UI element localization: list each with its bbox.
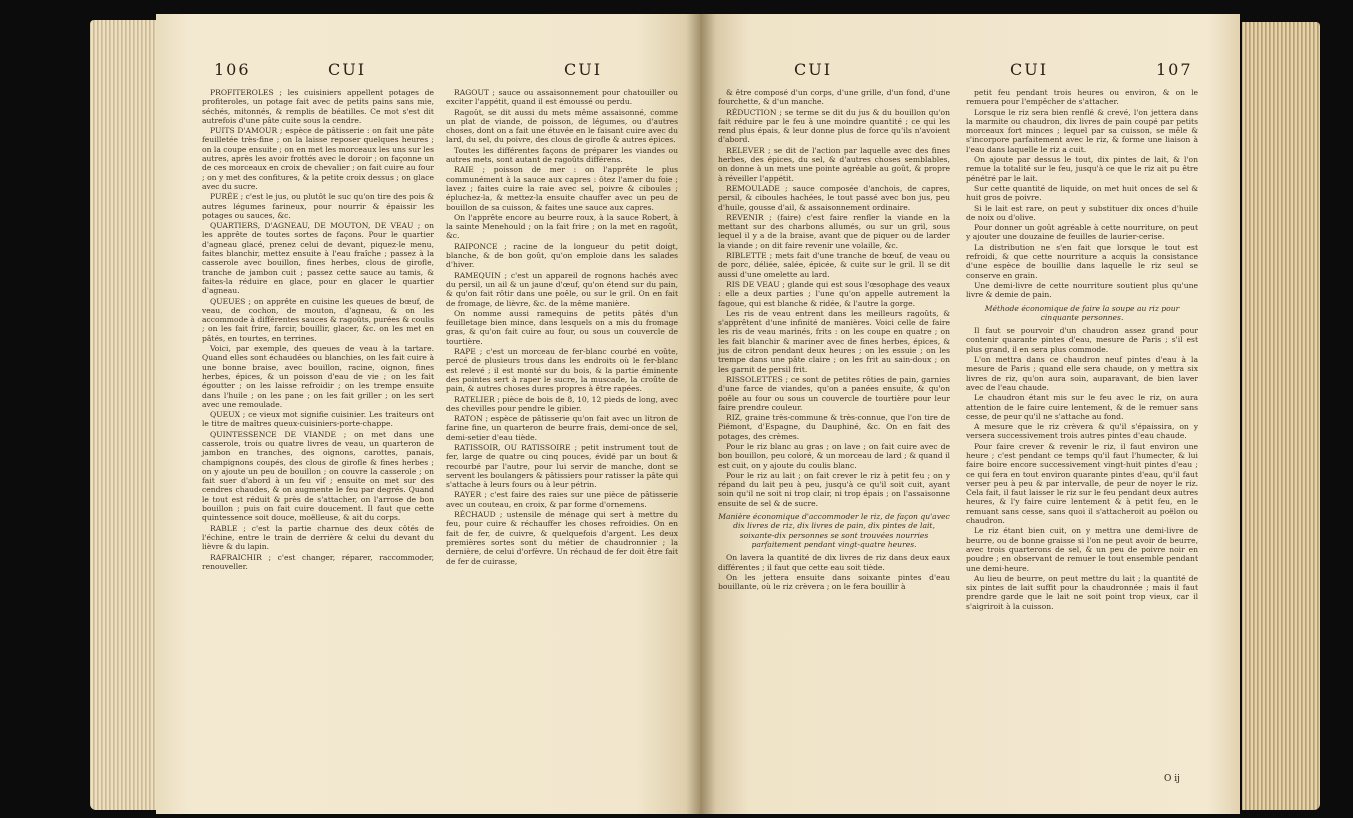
paragraph: Ragoût, se dit aussi du mets même assaisonné, comme un plat de viande, de poisson, de légumes, ou d'autres choses, dont on a fait une étuvée en le faisant cuire avec du lard, du sel, du poivre, des clous de girofle & autres épices. bbox=[446, 107, 678, 145]
left-column-1 bbox=[202, 88, 434, 572]
paragraph: On les jettera ensuite dans soixante pintes d'eau bouillante, où le riz crèvera ; on le fera bouillir à bbox=[718, 572, 950, 592]
paragraph: A mesure que le riz crèvera & qu'il s'épaissira, on y versera successivement trois autres pintes d'eau chaude. bbox=[966, 422, 1198, 441]
signature-mark: O ij bbox=[1164, 774, 1180, 784]
right-column-2 bbox=[966, 88, 1198, 612]
paragraph: RAIE ; poisson de mer : on l'apprête le plus communément à la sauce aux capres : ôtez l'amer du foie ; lavez ; faites cuire la raie avec sel, poivre & ciboules ; épluchez-la, & mettez-la ensuite chauffer avec un peu de bouillon de sa cuisson, & faites une sauce aux capres. bbox=[446, 165, 678, 212]
paragraph: Pour faire crever & revenir le riz, il faut environ une heure ; c'est pendant ce temps qu'il faut l'humecter, & lui faire boire encore successivement vingt-huit pintes d'eau ; ce qui fera en tout environ quarante pintes d'eau, qu'il faut verser peu à peu & par intervalle, de peur de noyer le riz. Cela fait, il faut laisser le riz sur le feu pendant deux autres heures, & l'y faire cuire lentement & à petit feu, en le remuant sans cesse, sans quoi il s'attacheroit au poëlon ou chaudron. bbox=[966, 441, 1198, 526]
paragraph: Manière économique d'accommoder le riz, de façon qu'avec dix livres de riz, dix livres de pain, dix pintes de lait, soixante-dix personnes se sont trouvées nourries parfaitement pendant vingt-quatre heures. bbox=[718, 512, 950, 549]
left-running-head-1: CUI bbox=[328, 60, 367, 79]
left-page-edges bbox=[90, 20, 160, 810]
paragraph: Le chaudron étant mis sur le feu avec le riz, on aura attention de le faire cuire lentement, & de le remuer sans cesse, de peur qu'il ne s'attache au fond. bbox=[966, 393, 1198, 421]
paragraph: RAPE ; c'est un morceau de fer-blanc courbé en voûte, percé de plusieurs trous dans les endroits où le fer-blanc est relevé ; il est monté sur du bois, & la partie éminente des pointes sert à raper le sucre, la muscade, la croûte de pain, & autres choses dures propres à être rapées. bbox=[446, 347, 678, 394]
right-column-1 bbox=[718, 88, 950, 592]
paragraph: Au lieu de beurre, on peut mettre du lait ; la quantité de six pintes de lait suffit pour la chaudronnée ; mais il faut prendre garde que le lait ne soit point trop vieux, car il s'aigriroit à la cuisson. bbox=[966, 573, 1198, 611]
paragraph: RATELIER ; pièce de bois de 8, 10, 12 pieds de long, avec des chevilles pour pendre le gibier. bbox=[446, 394, 678, 413]
left-column-2 bbox=[446, 88, 678, 567]
paragraph: RÉCHAUD ; ustensile de ménage qui sert à mettre du feu, pour cuire & réchauffer les choses refroidies. On en fait de fer, de cuivre, & quelquefois d'argent. Les deux premières sortes sont du métier de chaudronnier ; la dernière, de celui d'orfèvre. Un réchaud de fer doit être fait de fer de cuirasse, bbox=[446, 510, 678, 566]
paragraph: Pour le riz au lait ; on fait crever le riz à petit feu ; on y répand du lait peu à peu, jusqu'à ce qu'il soit cuit, ayant soin qu'il ne soit ni trop clair, ni trop épais ; on l'assaisonne ensuite de sel & de sucre. bbox=[718, 470, 950, 508]
paragraph: Il faut se pourvoir d'un chaudron assez grand pour contenir quarante pintes d'eau, mesure de Paris ; s'il est plus grand, il en sera plus commode. bbox=[966, 326, 1198, 354]
paragraph: RAIPONCE ; racine de la longueur du petit doigt, blanche, & de bon goût, qu'on emploie dans les salades d'hiver. bbox=[446, 241, 678, 270]
paragraph: REVENIR ; (faire) c'est faire renfler la viande en la mettant sur des charbons allumés, ou sur un gril, sous lequel il y a de la braise, avant que de piquer ou de larder la viande ; on dit faire revenir une volaille, &c. bbox=[718, 212, 950, 250]
paragraph: Si le lait est rare, on peut y substituer dix onces d'huile de noix ou d'olive. bbox=[966, 203, 1198, 222]
paragraph: Lorsque le riz sera bien renflé & crevé, l'on jettera dans la marmite ou chaudron, dix livres de pain coupé par petits morceaux fort minces ; lequel par sa cuisson, se mêle & s'incorpore parfaitement avec le riz, & forme une liaison à l'eau dans laquelle le riz a cuit. bbox=[966, 107, 1198, 154]
paragraph: Pour donner un goût agréable à cette nourriture, on peut y ajouter une douzaine de feuilles de laurier-cerise. bbox=[966, 223, 1198, 242]
paragraph: RAYER ; c'est faire des raies sur une pièce de pâtisserie avec un couteau, en croix, & par forme d'ornemens. bbox=[446, 490, 678, 509]
left-running-head-2: CUI bbox=[564, 60, 603, 79]
paragraph: RABLE ; c'est la partie charnue des deux côtés de l'échine, entre le train de derrière & celui du devant du lièvre & du lapin. bbox=[202, 523, 434, 552]
paragraph: RIS DE VEAU ; glande qui est sous l'œsophage des veaux : elle a deux parties ; l'une qu'on appelle autrement la fagoue, qui est blanche & ridée, & l'autre la gorge. bbox=[718, 279, 950, 308]
paragraph: RIZ, graine très-commune & très-connue, que l'on tire de Piémont, d'Espagne, du Dauphiné, &c. On en fait des potages, des crèmes. bbox=[718, 413, 950, 441]
paragraph: L'on mettra dans ce chaudron neuf pintes d'eau à la mesure de Paris ; quand elle sera chaude, on y mettra six livres de riz, qu'on aura soin, auparavant, de bien laver avec de l'eau chaude. bbox=[966, 355, 1198, 392]
paragraph: RAGOUT ; sauce ou assaisonnement pour chatouiller ou exciter l'appétit, quand il est émoussé ou perdu. bbox=[446, 88, 678, 107]
paragraph: Le riz étant bien cuit, on y mettra une demi-livre de beurre, ou de bonne graisse si l'on ne peut avoir de beurre, avec trois quarterons de sel, & un peu de poivre noir en poudre ; en observant de remuer le tout ensemble pendant une demi-heure. bbox=[966, 526, 1198, 573]
paragraph: PROFITEROLES ; les cuisiniers appellent potages de profiteroles, un potage fait avec de petits pains sans mie, séchés, mitonnés, & remplis de béatilles. Ce mot s'est dit autrefois d'une pâte cuite sous la cendre. bbox=[202, 88, 434, 125]
paragraph: RATISSOIR, OU RATISSOIRE ; petit instrument tout de fer, large de quatre ou cinq pouces, évidé par un bout & recourbé par l'autre, pour lui servir de manche, dont se servent les boulangers & pâtissiers pour ratisser la pâte qui s'attache à leurs fours ou à leur pétrin. bbox=[446, 442, 678, 490]
right-page-number: 107 bbox=[1156, 60, 1193, 79]
right-running-head-1: CUI bbox=[794, 60, 833, 79]
paragraph: La distribution ne s'en fait que lorsque le tout est refroidi, & que cette nourriture a acquis la consistance d'une espèce de bouillie dans laquelle le riz seul se conserve en grain. bbox=[966, 242, 1198, 280]
paragraph: QUEUX ; ce vieux mot signifie cuisinier. Les traiteurs ont le titre de maîtres queux-cuisiniers-porte-chappe. bbox=[202, 410, 434, 429]
left-page-number: 106 bbox=[214, 60, 251, 79]
paragraph: QUINTESSENCE DE VIANDE ; on met dans une casserole, trois ou quatre livres de veau, un quarteron de jambon en tranches, des oignons, carottes, panais, champignons coupés, des clous de girofle & fines herbes ; on y ajoute un peu de bouillon ; on couvre la casserole ; on fait suer d'abord à un feu vif ; ensuite on met sur des cendres chaudes, & on augmente le feu par degrés. Quand le tout est réduit & près de s'attacher, on l'arrose de bon bouillon ; puis on fait cuire doucement. Il faut que cette quintessence soit douce, moëlleuse, & ait du corps. bbox=[202, 429, 434, 523]
book-gutter bbox=[686, 14, 716, 814]
left-page bbox=[156, 14, 700, 814]
paragraph: PUITS D'AMOUR ; espèce de pâtisserie : on fait une pâte feuilletée très-fine ; on la laisse reposer quelques heures ; on la coupe ensuite ; on en met les morceaux les uns sur les autres, après les avoir frottés avec le doroir ; on façonne un de ces morceaux en croix de chevalier ; on fait cuire au four ; on y met des confitures, & la petite croix dessus ; on glace avec du sucre. bbox=[202, 126, 435, 191]
paragraph: QUARTIERS, D'AGNEAU, DE MOUTON, DE VEAU ; on les apprête de toutes sortes de façons. Pour le quartier d'agneau glacé, prenez celui de devant, piquez-le menu, faites blanchir, mettez ensuite à l'eau fraîche ; passez à la casserole avec bouillon, fines herbes, clous de girofle, tranche de jambon cuit ; passez cette sauce au tamis, & faites-la réduire en glace, pour en glacer le quartier d'agneau. bbox=[202, 221, 434, 296]
paragraph: RATON ; espèce de pâtisserie qu'on fait avec un litron de farine fine, un quarteron de beurre frais, demi-once de sel, demi-setier d'eau tiède. bbox=[446, 414, 678, 442]
right-page-edges bbox=[1242, 22, 1320, 810]
open-book bbox=[96, 14, 1314, 814]
paragraph: Les ris de veau entrent dans les meilleurs ragoûts, & s'apprêtent d'une infinité de manières. Voici celle de faire les ris de veau marinés, frits : on les coupe en quatre ; on les fait blanchir & mariner avec de fines herbes, épices, & jus de citron pendant deux heures ; on les essuie ; on les trempe dans une pâte claire ; on les frit au sain-doux ; on les garnit de persil frit. bbox=[718, 308, 950, 374]
paragraph: PURÉE ; c'est le jus, ou plutôt le suc qu'on tire des pois & autres légumes farineux, pour nourrir & épaissir les potages ou sauces, &c. bbox=[202, 192, 434, 220]
paragraph: On l'apprête encore au beurre roux, à la sauce Robert, à la sainte Menehould ; on la fait frire ; on la met en ragoût, &c. bbox=[446, 212, 678, 241]
paragraph: Une demi-livre de cette nourriture soutient plus qu'une livre & demie de pain. bbox=[966, 280, 1198, 300]
paragraph: RIBLETTE ; mets fait d'une tranche de bœuf, de veau ou de porc, déliée, salée, épicée, & cuite sur le gril. Il se dit aussi d'une omelette au lard. bbox=[718, 251, 950, 279]
paragraph: Pour le riz blanc au gras ; on lave ; on fait cuire avec de bon bouillon, peu coloré, & un morceau de lard ; & quand il est cuit, on y ajoute du coulis blanc. bbox=[718, 441, 950, 470]
paragraph: On nomme aussi ramequins de petits pâtés d'un feuilletage bien mince, dans lesquels on a mis du fromage gras, & qu'on fait cuire au four, ou sous un couvercle de tourtière. bbox=[446, 308, 678, 346]
paragraph: & être composé d'un corps, d'une grille, d'un fond, d'une fourchette, & d'un manche. bbox=[718, 88, 950, 107]
paragraph: Méthode économique de faire la soupe au riz pour cinquante personnes. bbox=[984, 303, 1180, 322]
paragraph: Sur cette quantité de liquide, on met huit onces de sel & huit gros de poivre. bbox=[966, 183, 1198, 203]
right-running-head-2: CUI bbox=[1010, 60, 1049, 79]
paragraph: RAMEQUIN ; c'est un appareil de rognons hachés avec du persil, un ail & un jaune d'œuf, qu'on étend sur du pain, & qu'on fait rôtir dans une poêle, ou sur le gril. On en fait de fromage, de lièvre, &c. de la même manière. bbox=[446, 270, 678, 308]
paragraph: RISSOLETTES ; ce sont de petites rôties de pain, garnies d'une farce de viandes, qu'on a panées ensuite, & qu'on poêle au four ou sous un couvercle de tourtière pour leur faire prendre couleur. bbox=[718, 374, 950, 412]
paragraph: petit feu pendant trois heures ou environ, & on le remuera pour l'empêcher de s'attacher. bbox=[966, 88, 1198, 107]
right-page bbox=[700, 14, 1240, 814]
paragraph: On lavera la quantité de dix livres de riz dans deux eaux différentes ; il faut que cette eau soit tiède. bbox=[718, 553, 950, 572]
paragraph: On ajoute par dessus le tout, dix pintes de lait, & l'on remue la totalité sur le feu, jusqu'à ce que le riz ait pu être pénétré par le lait. bbox=[966, 155, 1198, 183]
paragraph: REMOULADE ; sauce composée d'anchois, de capres, persil, & ciboules hachées, le tout passé avec bon jus, peu d'huile, gousse d'ail, & assaisonnement ordinaire. bbox=[718, 183, 950, 212]
paragraph: RAFRAICHIR ; c'est changer, réparer, raccommoder, renouveller. bbox=[202, 552, 434, 571]
paragraph: Toutes les différentes façons de préparer les viandes ou autres mets, sont autant de ragoûts différens. bbox=[446, 145, 678, 165]
paragraph: QUEUES ; on apprête en cuisine les queues de bœuf, de veau, de cochon, de mouton, d'agneau, & on les accommode à différentes sauces & ragoûts, purées & coulis ; on les fait frire, farcir, bouillir, glacer, &c. on les met en pâtés, en tourtes, en terrines. bbox=[202, 296, 434, 343]
paragraph: Voici, par exemple, des queues de veau à la tartare. Quand elles sont échaudées ou blanchies, on les fait cuire à une bonne braise, avec bouillon, racine, oignon, fines herbes, épices, & un poisson d'eau de vie ; on les fait égoutter ; on les laisse refroidir ; on les trempe ensuite dans l'huile ; on les pane ; on les fait griller ; on les sert avec une remoulade. bbox=[202, 344, 434, 409]
paragraph: RELEVER ; se dit de l'action par laquelle avec des fines herbes, des épices, du sel, & d'autres choses semblables, on donne à un mets une pointe agréable au goût, & propre à réveiller l'appétit. bbox=[718, 145, 950, 183]
paragraph: RÉDUCTION ; se terme se dit du jus & du bouillon qu'on fait réduire par le feu à une moindre quantité ; ce qui les rend plus épais, & leur donne plus de force qu'ils n'avoient d'abord. bbox=[718, 107, 950, 145]
